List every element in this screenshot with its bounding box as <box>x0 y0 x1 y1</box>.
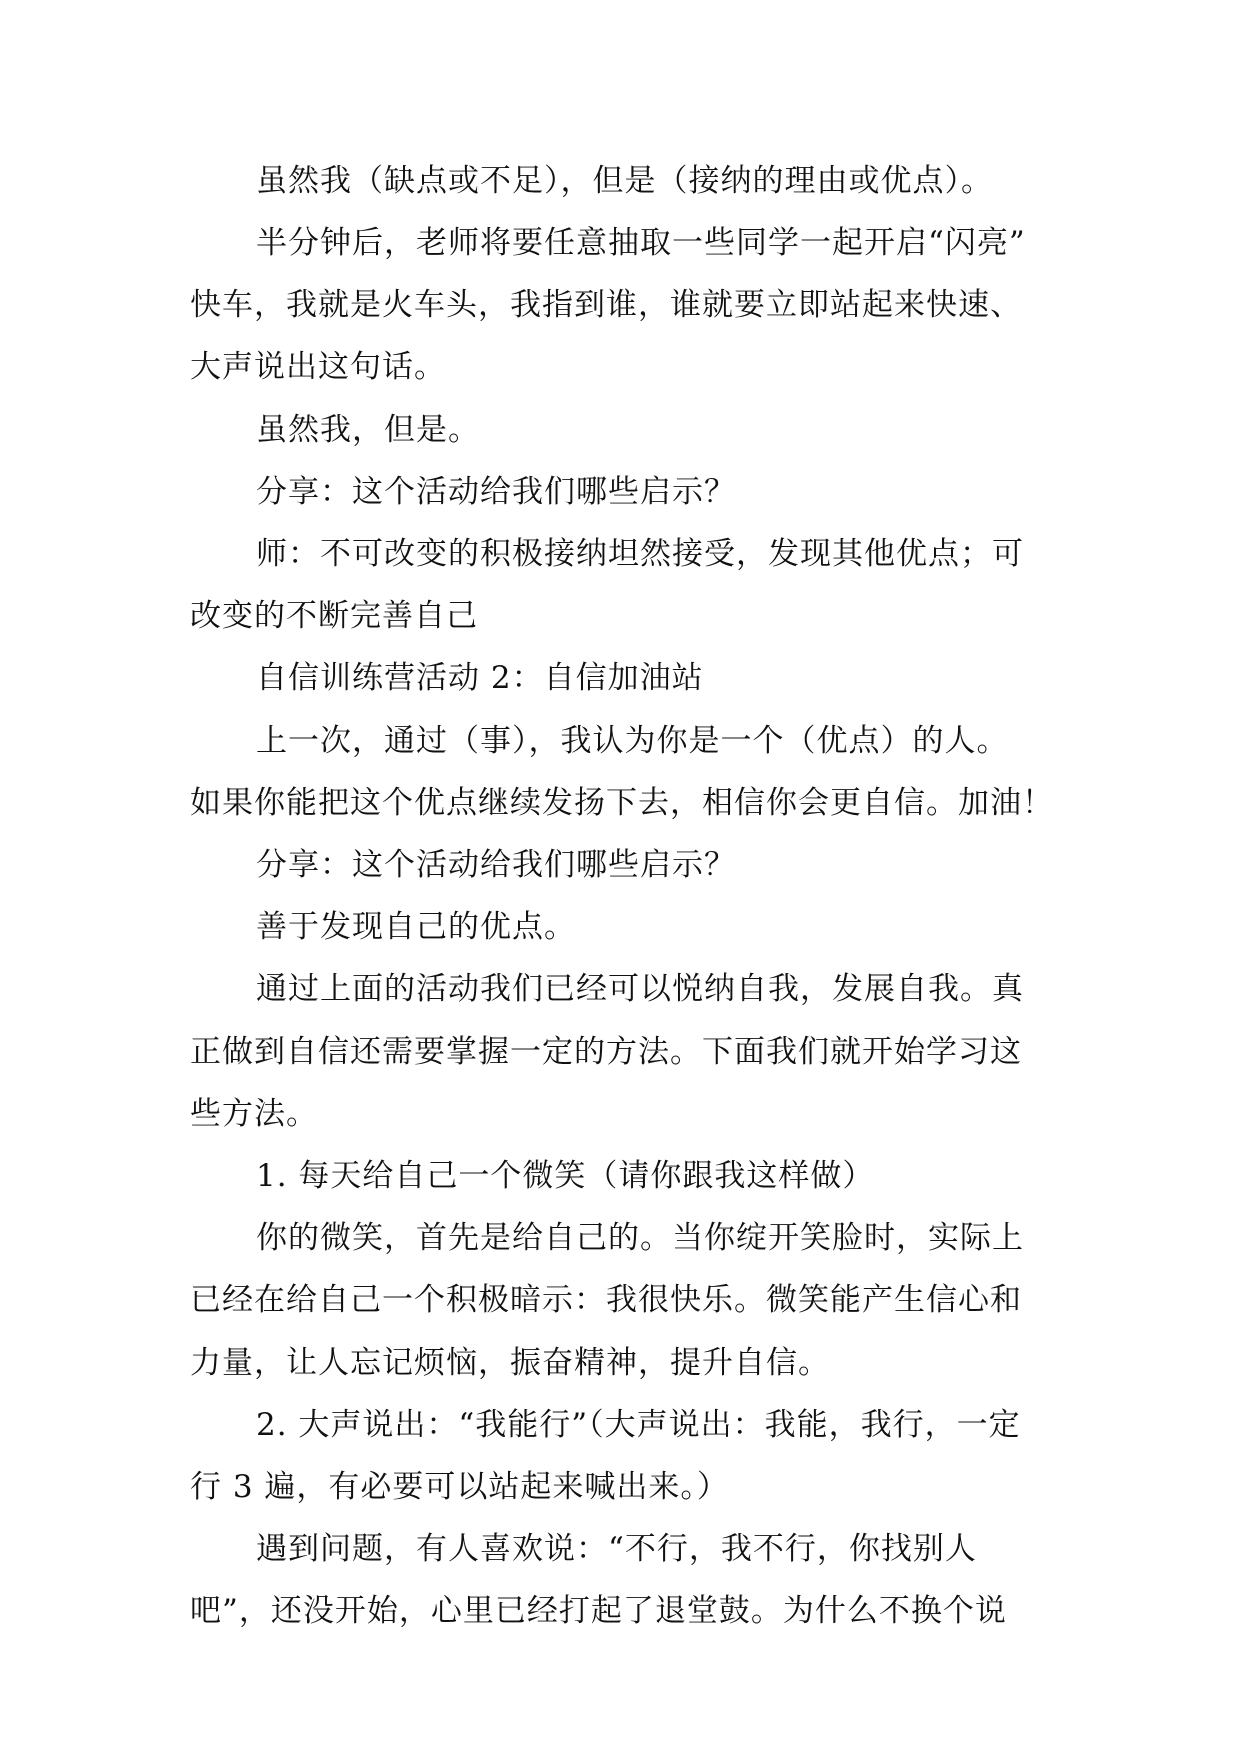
section-heading: 自信训练营活动 2：自信加油站 <box>256 660 704 696</box>
text-line: 善于发现自己的优点。 <box>256 909 576 945</box>
text-line: 吧”，还没开始，心里已经打起了退堂鼓。为什么不换个说 <box>190 1593 1007 1629</box>
text-line: 快车，我就是火车头，我指到谁，谁就要立即站起来快速、 <box>190 287 1022 323</box>
text-line: 你的微笑，首先是给自己的。当你绽开笑脸时，实际上 <box>256 1220 1024 1256</box>
text-line: 些方法。 <box>190 1096 318 1132</box>
text-line: 如果你能把这个优点继续发扬下去，相信你会更自信。加油！ <box>190 785 1054 821</box>
text-line: 分享：这个活动给我们哪些启示？ <box>256 847 736 883</box>
list-item-heading: 1. 每天给自己一个微笑（请你跟我这样做） <box>256 1158 875 1194</box>
text-line: 半分钟后，老师将要任意抽取一些同学一起开启“闪亮” <box>256 225 1026 261</box>
text-line: 虽然我，但是。 <box>256 412 480 448</box>
text-line: 行 3 遍，有必要可以站起来喊出来。） <box>190 1469 729 1505</box>
text-line: 力量，让人忘记烦恼，振奋精神，提升自信。 <box>190 1345 830 1381</box>
text-line: 分享：这个活动给我们哪些启示？ <box>256 474 736 510</box>
text-line: 改变的不断完善自己 <box>190 598 478 634</box>
text-line: 虽然我（缺点或不足），但是（接纳的理由或优点）。 <box>256 163 993 199</box>
text-line: 正做到自信还需要掌握一定的方法。下面我们就开始学习这 <box>190 1034 1022 1070</box>
text-line: 大声说出这句话。 <box>190 349 446 385</box>
text-line: 通过上面的活动我们已经可以悦纳自我，发展自我。真 <box>256 971 1024 1007</box>
list-item-heading: 2. 大声说出：“我能行”（大声说出：我能，我行，一定 <box>256 1407 1021 1443</box>
text-line: 师：不可改变的积极接纳坦然接受，发现其他优点；可 <box>256 536 1024 572</box>
text-line: 上一次，通过（事），我认为你是一个（优点）的人。 <box>256 723 1009 759</box>
text-line: 已经在给自己一个积极暗示：我很快乐。微笑能产生信心和 <box>190 1282 1022 1318</box>
text-line: 遇到问题，有人喜欢说：“不行，我不行，你找别人 <box>256 1531 977 1567</box>
